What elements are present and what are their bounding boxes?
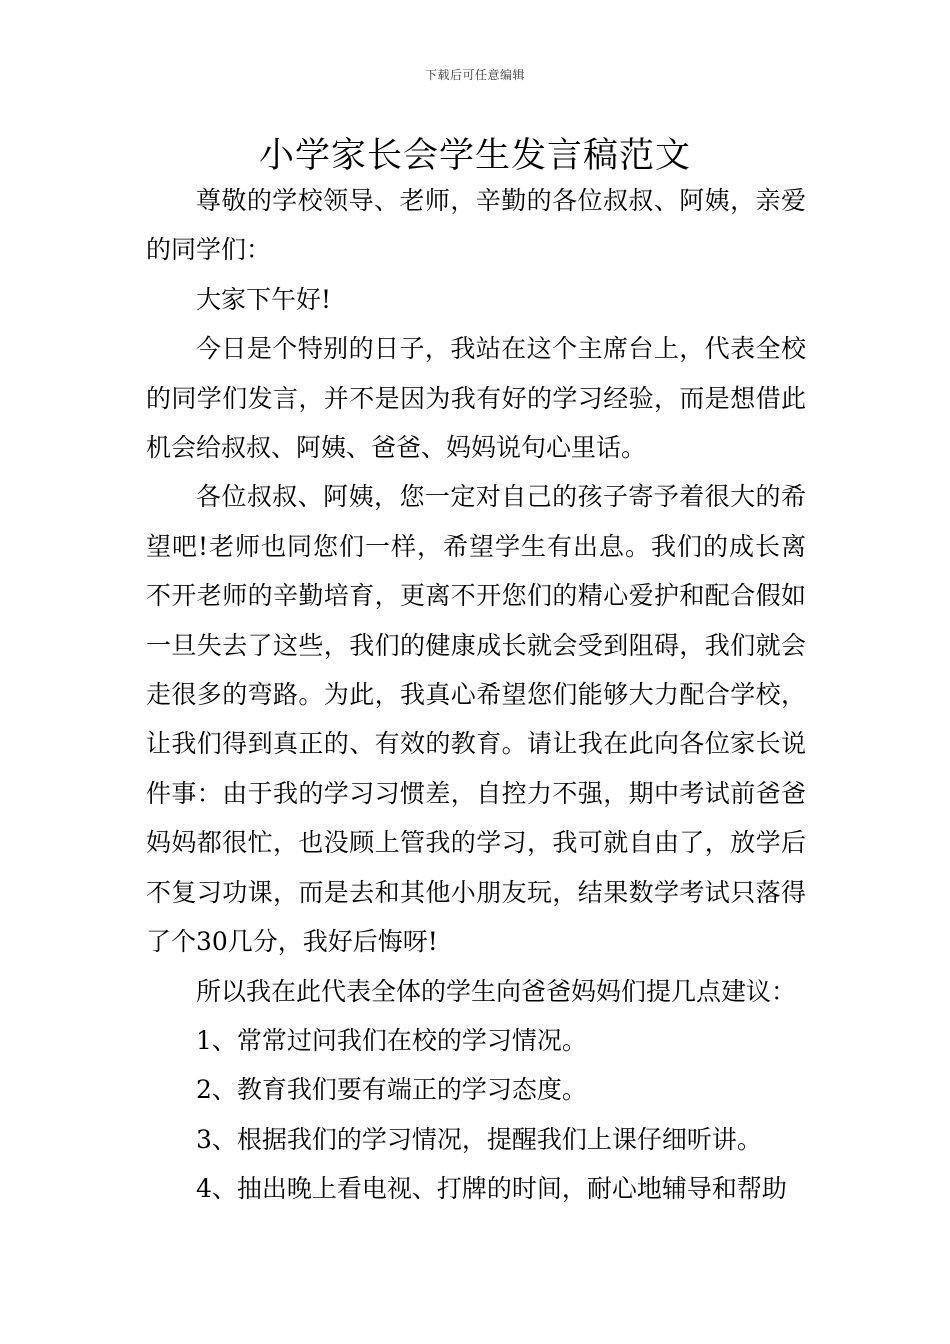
paragraph-greeting: 尊敬的学校领导、老师，辛勤的各位叔叔、阿姨，亲爱的同学们： — [146, 186, 806, 265]
suggestion-item-3: 3、根据我们的学习情况，提醒我们上课仔细听讲。 — [196, 1124, 762, 1154]
suggestion-item-1: 1、常常过问我们在校的学习情况。 — [196, 1025, 587, 1055]
paragraph-main: 各位叔叔、阿姨，您一定对自己的孩子寄予着很大的希望吧!老师也同您们一样，希望学生有出息。我们的成长离不开老师的辛勤培育，更离不开您们的精心爱护和配合假如一旦失去了这些，我们的健康成长就会受到阻碍，我们就会走很多的弯路。为此，我真心希望您们能够大力配合学校，让我们得到真正的、有效的教育。请让我在此向各位家长说件事：由于我的学习习惯差，自控力不强，期中考试前爸爸妈妈都很忙，也没顾上管我的学习，我可就自由了，放学后不复习功课，而是去和其他小朋友玩，结果数学考试只落得了个30几分，我好后悔呀! — [146, 482, 806, 957]
header-note: 下载后可任意编辑 — [424, 68, 525, 82]
document-body — [146, 176, 806, 1214]
paragraph-intro: 今日是个特别的日子，我站在这个主席台上，代表全校的同学们发言，并不是因为我有好的学习经验，而是想借此机会给叔叔、阿姨、爸爸、妈妈说句心里话。 — [146, 334, 806, 463]
suggestion-item-2: 2、教育我们要有端正的学习态度。 — [196, 1075, 587, 1105]
paragraph-hello: 大家下午好! — [196, 284, 332, 314]
suggestion-item-4: 4、抽出晚上看电视、打牌的时间，耐心地辅导和帮助 — [196, 1174, 787, 1204]
paragraph-suggestions-intro: 所以我在此代表全体的学生向爸爸妈妈们提几点建议： — [196, 976, 797, 1006]
document-title: 小学家长会学生发言稿范文 — [258, 136, 691, 176]
